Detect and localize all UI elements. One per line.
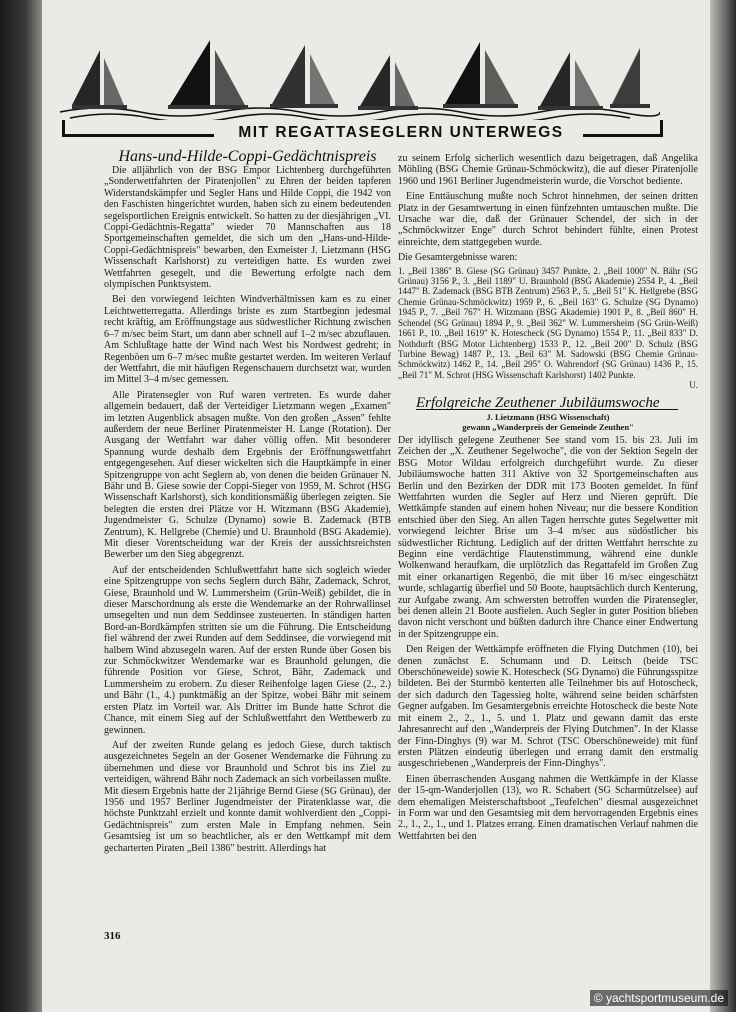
paragraph: Der idyllisch gelegene Zeuthener See stand vom 15. bis 23. Juli im Zeichen der „X. Zeuthener Segelwoche", die von der Sektion Segeln der BSG Motor Wildau erfolgreich durchgeführt wurde. Zu dieser Jubiläumswoche hatten 311 Aktive von 32 Sportgemeinschaften aus Berlin und den Bezirken der DDR mit 173 Booten gemeldet. In fünf Wettfahrten wurden die Segler auf Herz und Nieren geprüft. Die Wettkämpfe standen auf einem hohen Niveau; nur die bessere Kondition entschied über den Sieg. An allen Tagen herrschte gutes Segelwetter mit vorwiegend leichter Brise um 3–4 m/sec aus südöstlicher bis südwestlicher Richtung. Lediglich auf der dritten Wettfahrt herrschte zu Beginn eine verdächtige Flautenstimmung, während eine dunkle Wolkenwand heraufkam, die urplötzlich das Regattafeld im Großen Zug mit einer orkanartigen Regenbö, die mit über 16 m/sec eingeschätzt wurde, schlagartig überfiel und 50 Boote, hauptsächlich durch Kenterung, zur Aufgabe zwang. Am schwersten betroffen wurden die Piratensegler, bei denen allein 21 Boote ausfielen. Auch Segler in guter Position blieben davon nicht verschont und büßten dadurch ihre Chance einer Endwertung in der Spitzengruppe ein. [398,434,698,640]
paragraph: Eine Enttäuschung mußte noch Schrot hinnehmen, der seinen dritten Platz in der Gesamtwertung in einen fünfzehnten umtauschen mußte. Die Ursache war die, daß der Grünauer Schendel, der sich in der „Schmöckwitzer Enge" durch Schrot behindert fühlte, einen Protest einreichte, dem stattgegeben wurde. [398,191,698,248]
byline-name: J. Lietzmann (HSG Wissenschaft) [486,411,610,422]
book-binding [0,0,42,1012]
header-rule-right-cap [660,120,663,137]
page-number: 316 [104,930,121,942]
watermark: © yachtsportmuseum.de [590,990,728,1006]
byline-sub: gewann „Wanderpreis der Gemeinde Zeuthen" [462,421,634,432]
paragraph: Bei den vorwiegend leichten Windverhältnissen kam es zu einer Leichtwetterregatta. Allerdings briste es zum Startbeginn jedesmal recht kräftig, am Eröffnungstage aus südwestlicher Richtung zwischen 6–7 m/sec beim Start, um dann aber schnell auf 1–2 m/sec abzuflauen. Am Schlußtage hatte der Wind nach West bis Nordwest gedreht; in Regenböen um 6–7 m/sec mußte gestartet werden. Im weiteren Verlauf der Wettfahrt, die mit häufigen Regenschauern durchsetzt war, wurden im Mittel 3–4 m/sec gemessen. [104,294,391,386]
header-rule-left [62,134,214,137]
header-rule-right [583,134,663,137]
paragraph: zu seinem Erfolg sicherlich wesentlich dazu beigetragen, daß Angelika Möhling (BSG Chemie Grünau-Schmöckwitz), die auf dieser Piratenjolle 1960 und 1961 Berliner Jugendmeisterin wurde, die Vorschot bediente. [398,153,698,187]
article-title-coppi: Hans-und-Hilde-Coppi-Gedächtnispreis [118,148,377,165]
results-list: 1. „Beil 1386" B. Giese (SG Grünau) 3457 Punkte, 2. „Beil 1000" N. Bähr (SG Grünau) 3156 P., 3. „Beil 1189" U. Braunhold (BSG Akademie) 2554 P., 4. „Beil 1447" B. Zademack (BSG BTB Zentrum) 2563 P., 5. „Beil 51" K. Hellgrebe (BSG Chemie Grünau-Schmöckwitz) 1959 P., 6. „Beil 163" G. Schulze (SG Dynamo) 1945 P., 7. „Beil 767" H. Witzmann (BSG Akademie) 1901 P., 8. „Beil 860" H. Schendel (SG Grünau) 1894 P., 9. „Beil 362" W. Lummersheim (SG Grün-Weiß) 1661 P., 10. „Beil 1619" K. Hotescheck (SG Dynamo) 1554 P., 11. „Beil 833" D. Nothdurft (BSG Motor Lichtenberg) 1533 P., 12. „Beil 200" D. Schulz (BSG Turbine Bewag) 1487 P., 13. „Beil 63" M. Sadowski (BSG Chemie Grünau-Schmöckwitz) 1462 P., 14. „Beil 295" O. Wahrendorf (SG Grünau) 1436 P., 15. „Beil 71" M. Schrot (HSG Wissenschaft Karlshorst) 1402 Punkte. [398,265,698,380]
paragraph: Auf der zweiten Runde gelang es jedoch Giese, durch taktisch ausgezeichnetes Segeln an der Gosener Wendemarke die Führung zu übernehmen und diese vor Braunhold und Schrot bis ins Ziel zu verteidigen, während Bähr noch Zademack an sich vorbeilassen mußte. Mit diesem Ergebnis hatte der 21jährige Bernd Giese (SG Grünau), der 1956 und 1957 Berliner Jugendmeister der Piratenklasse war, die höchste Punktzahl erzielt und konnte damit wohlverdient den „Coppi-Gedächtnispreis" zum ersten Male in Empfang nehmen. Sein Gesamtsieg ist um so beachtlicher, als er den Wettkampf mit dem gecharterten Piraten „Beil 1386" bestritt. Allerdings hat [104,739,391,854]
right-column [398,153,698,846]
results-label: Die Gesamtergebnisse waren: [398,252,518,264]
regatta-banner-illustration [60,30,660,120]
paragraph: Einen überraschenden Ausgang nahmen die Wettkämpfe in der Klasse der 15-qm-Wanderjollen (13), wo R. Schabert (SG Scharmützelsee) auf dem ehemaligen Meisterschaftsboot „Teufelchen" diesmal ausgezeichnet in Form war und den Gesamtsieg mit dem hervorragenden Ergebnis eines 2., 1., 2., 1., und 1. Platzes errang. Einen dramatischen Verlauf nahmen die Wettfahrten bei den [398,773,698,842]
article-title-zeuthen: Erfolgreiche Zeuthener Jubiläumswoche [416,398,678,410]
author-signature: U. [689,380,698,391]
left-column [104,165,391,858]
paragraph: Alle Piratensegler von Ruf waren vertreten. Es wurde daher allgemein bedauert, daß der Verteidiger Lietzmann wegen „Examen" im letzten Augenblick absagen mußte. Von den großen „Assen" fehlte außerdem der neue Berliner Piratenmeister H. Lange (Rotation). Der Ausgang der Wettfahrt war daher völlig offen. Mit besonderer Spannung wurde deshalb dem Ergebnis der Eröffnungswettfahrt entgegengesehen. Auf dieser wickelten sich die Hauptkämpfe in einer Spitzengruppe von acht Seglern ab, von denen die beiden Grünauer N. Bähr und B. Giese sowie der Coppi-Sieger von 1959, M. Schrot (HSG Wissenschaft Karlshorst), sich konditionsmäßig überlegen zeigten. Sie belegten die ersten drei Plätze vor H. Witzmann (BSG Akademie), Jugendmeister G. Schulze (Dynamo) sowie B. Zademack (BTB Zentrum), K. Hellgrebe (Chemie) und U. Braunhold (BSG Akademie). Mit dieser Vorentscheidung war der Kreis der aussichtsreichsten Bewerber um den Sieg abgegrenzt. [104,389,391,561]
section-title: MIT REGATTASEGLERN UNTERWEGS [238,124,564,141]
page-edge-shadow [710,0,736,1012]
paragraph: Auf der entscheidenden Schlußwettfahrt hatte sich sogleich wieder eine Spitzengruppe von sechs Seglern durch Bähr, Zademack, Schrot, Giese, Braunhold und W. Lummersheim (Grün-Weiß) gebildet, die in dieser Marschordnung als erste die Wendemarke an der Rohrwallinsel umsegelten und nun dem Seddinsee zusteuerten. In ständigen harten Bord-an-Bordkämpfen stritten sie um die Führung. Die Entscheidung fiel während der zwei Runden auf dem Seddinsee, die vorwiegend mit halbem Wind abzusegeln waren. Auf der ersten Runde über Gosen bis zur Schmöckwitzer Wendemarke war es Braunhold gelungen, die führende Position vor Giese, Schrot, Bähr, Zademack und Lummersheim zu erobern. Zu dieser Reihenfolge lagen Giese (2., 2.) und Bähr (1., 4.) punktmäßig an der Spitze, wobei Bähr mit seinem ersten Platz im Vorteil war. Als Dritter im Bunde hatte Schrot die Chance, mit einem Sieg auf der Schlußwettfahrt den Wettbewerb zu gewinnen. [104,564,391,736]
paragraph: Die alljährlich von der BSG Empor Lichtenberg durchgeführten „Sonderwettfahrten der Piratenjollen" zu Ehren der beiden tapferen Widerstandskämpfer und Segler Hans und Hilde Coppi, die 1942 von den Faschisten hingerichtet wurden, haben sich zu einem bedeutenden segelsportlichen Ereignis entwickelt. So hatten zu der diesjährigen „VI. Coppi-Gedächtnis-Regatta" wieder 70 Mannschaften aus 18 Sportgemeinschaften gemeldet, die sich um den „Hans-und-Hilde-Coppi-Gedächtnispreis" bewarben, den Exmeister J. Lietzmann (HSG Wissenschaft Karlshorst) zu verteidigen hatte. Es wurden zwei Wettfahrten gesegelt, und die Bewertung erfolgte nach dem olympischen Punktsystem. [104,165,391,291]
paragraph: Den Reigen der Wettkämpfe eröffneten die Flying Dutchmen (10), bei denen zunächst E. Schumann und D. Leitsch (beide TSC Oberschöneweide) sowie K. Hotescheck (SG Dynamo) die Führungsspitze bildeten. Bei der Sturmbö kenterten alle Teilnehmer bis auf Hotoscheck, der sich dadurch den Tagessieg holte, während seine beiden schärfsten Gegner aufgaben. Im Gesamtergebnis erreichte Hotoscheck die beste Note mit einem 2., 2., 1., 5. und 1. Platz und gewann damit das erste Jahresanrecht auf den „Wanderpreis der Flying Dutchmen". In der Klasse der Finn-Dinghys (9) war M. Schrot (TSC Oberschöneweide) mit fünf ersten Plätzen eindeutig überlegen und errang damit den erstmalig ausgeschriebenen „Wanderpreis der Finn-Dinghys". [398,644,698,770]
